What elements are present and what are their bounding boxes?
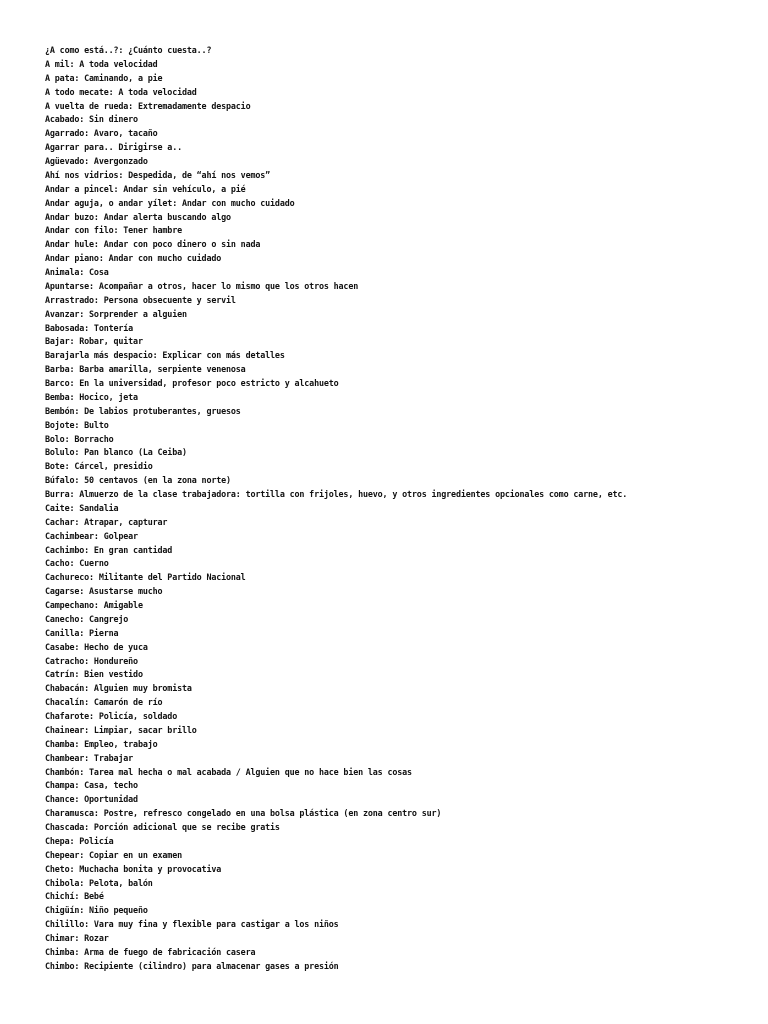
glossary-entry: Bolo: Borracho (45, 433, 114, 444)
glossary-entry: Cachimbo: En gran cantidad (45, 544, 173, 555)
glossary-entry: Canecho: Cangrejo (45, 613, 129, 624)
glossary-entry: Chamba: Empleo, trabajo (45, 738, 158, 749)
glossary-entry: Cachar: Atrapar, capturar (45, 516, 168, 527)
glossary-entry: Campechano: Amigable (45, 600, 143, 610)
glossary-entry: Bolulo: Pan blanco (La Ceiba) (45, 447, 187, 458)
glossary-entry: Chascada: Porción adicional que se recibe gratis (45, 822, 280, 832)
glossary-entry: Catracho: Hondureño (45, 655, 138, 666)
glossary-entry: Catrín: Bien vestido (45, 669, 143, 680)
glossary-entry: ¿A como está..?: ¿Cuánto cuesta..? (45, 45, 212, 55)
glossary-entry: Bajar: Robar, quitar (45, 336, 143, 347)
glossary-entry: Agüevado: Avergonzado (45, 156, 148, 166)
glossary-entry: Andar aguja, o andar yílet: Andar con mucho cuidado (45, 197, 295, 208)
glossary-entry: A mil: A toda velocidad (45, 58, 158, 69)
glossary-entry: Chafarote: Policía, soldado (45, 711, 178, 721)
glossary-entry: Barajarla más despacio: Explicar con más detalles (45, 350, 285, 361)
glossary-entry: Barco: En la universidad, profesor poco estricto y alcahueto (45, 378, 339, 388)
glossary-entry: Chibola: Pelota, balón (45, 877, 153, 888)
glossary-entry: Chabacán: Alguien muy bromista (45, 683, 192, 694)
glossary-entry: Búfalo: 50 centavos (en la zona norte) (45, 475, 231, 486)
glossary-entry: Bote: Cárcel, presidio (45, 461, 153, 472)
glossary-entry: Cacho: Cuerno (45, 558, 109, 569)
glossary-entry: Andar buzo: Andar alerta buscando algo (45, 211, 231, 222)
glossary-entry: Chambón: Tarea mal hecha o mal acabada / Alguien que no hace bien las cosas (45, 766, 412, 777)
glossary-entry: Andar a pincel: Andar sin vehículo, a pié (45, 183, 246, 194)
glossary-entry: Agarrado: Avaro, tacaño (45, 128, 158, 139)
glossary-entry: Acabado: Sin dinero (45, 114, 138, 125)
glossary-entry: Chambear: Trabajar (45, 752, 134, 763)
glossary-entry: Avanzar: Sorprender a alguien (45, 308, 187, 319)
glossary-entry: Cachureco: Militante del Partido Nacional (45, 572, 246, 583)
glossary-entry: A vuelta de rueda: Extremadamente despacio (45, 100, 251, 111)
glossary-entry: Bojote: Bulto (45, 419, 109, 430)
glossary-entry: Chepa: Policía (45, 835, 114, 846)
glossary-document (45, 44, 760, 974)
glossary-entry: Barba: Barba amarilla, serpiente venenosa (45, 364, 246, 375)
glossary-entry: Chilillo: Vara muy fina y flexible para castigar a los niños (45, 919, 339, 930)
glossary-entry: Agarrar para.. Dirigirse a.. (45, 142, 182, 153)
glossary-entry: Cagarse: Asustarse mucho (45, 586, 163, 597)
glossary-entry: Babosada: Tontería (45, 322, 134, 333)
glossary-entry: Apuntarse: Acompañar a otros, hacer lo mismo que los otros hacen (45, 280, 359, 291)
glossary-entry: A pata: Caminando, a pie (45, 72, 163, 83)
glossary-entry: A todo mecate: A toda velocidad (45, 86, 197, 97)
glossary-entry: Andar con filo: Tener hambre (45, 225, 182, 236)
glossary-entry: Bemba: Hocico, jeta (45, 391, 138, 402)
glossary-entry: Chimbo: Recipiente (cilindro) para almacenar gases a presión (45, 960, 339, 971)
glossary-entry: Ahí nos vidrios: Despedida, de “ahí nos vemos” (45, 169, 271, 180)
glossary-entry: Casabe: Hecho de yuca (45, 641, 148, 652)
glossary-entry: Bembón: De labios protuberantes, gruesos (45, 405, 241, 416)
glossary-entry: Chigüín: Niño pequeño (45, 905, 148, 916)
glossary-entry: Cachimbear: Golpear (45, 530, 138, 541)
glossary-entry: Chepear: Copiar en un examen (45, 849, 182, 860)
glossary-entry: Champa: Casa, techo (45, 780, 138, 791)
glossary-entry: Burra: Almuerzo de la clase trabajadora: tortilla con frijoles, huevo, y otros ingredientes opcionales como carne, etc. (45, 489, 628, 499)
glossary-entry: Andar piano: Andar con mucho cuidado (45, 253, 222, 264)
glossary-entry: Canilla: Pierna (45, 627, 119, 638)
glossary-entry: Arrastrado: Persona obsecuente y servil (45, 294, 236, 305)
glossary-entry: Chacalín: Camarón de río (45, 697, 163, 708)
glossary-entry: Chainear: Limpiar, sacar brillo (45, 724, 197, 735)
glossary-entry: Charamusca: Postre, refresco congelado en una bolsa plástica (en zona centro sur) (45, 808, 442, 819)
glossary-entry: Chimba: Arma de fuego de fabricación casera (45, 946, 256, 957)
glossary-entry: Cheto: Muchacha bonita y provocativa (45, 863, 222, 874)
glossary-entry: Chance: Oportunidad (45, 794, 138, 805)
glossary-entry: Andar hule: Andar con poco dinero o sin nada (45, 239, 261, 250)
glossary-entry: Caite: Sandalia (45, 502, 119, 513)
glossary-entry: Animala: Cosa (45, 267, 109, 277)
glossary-entry: Chichí: Bebé (45, 891, 104, 902)
glossary-entry: Chimar: Rozar (45, 933, 109, 943)
